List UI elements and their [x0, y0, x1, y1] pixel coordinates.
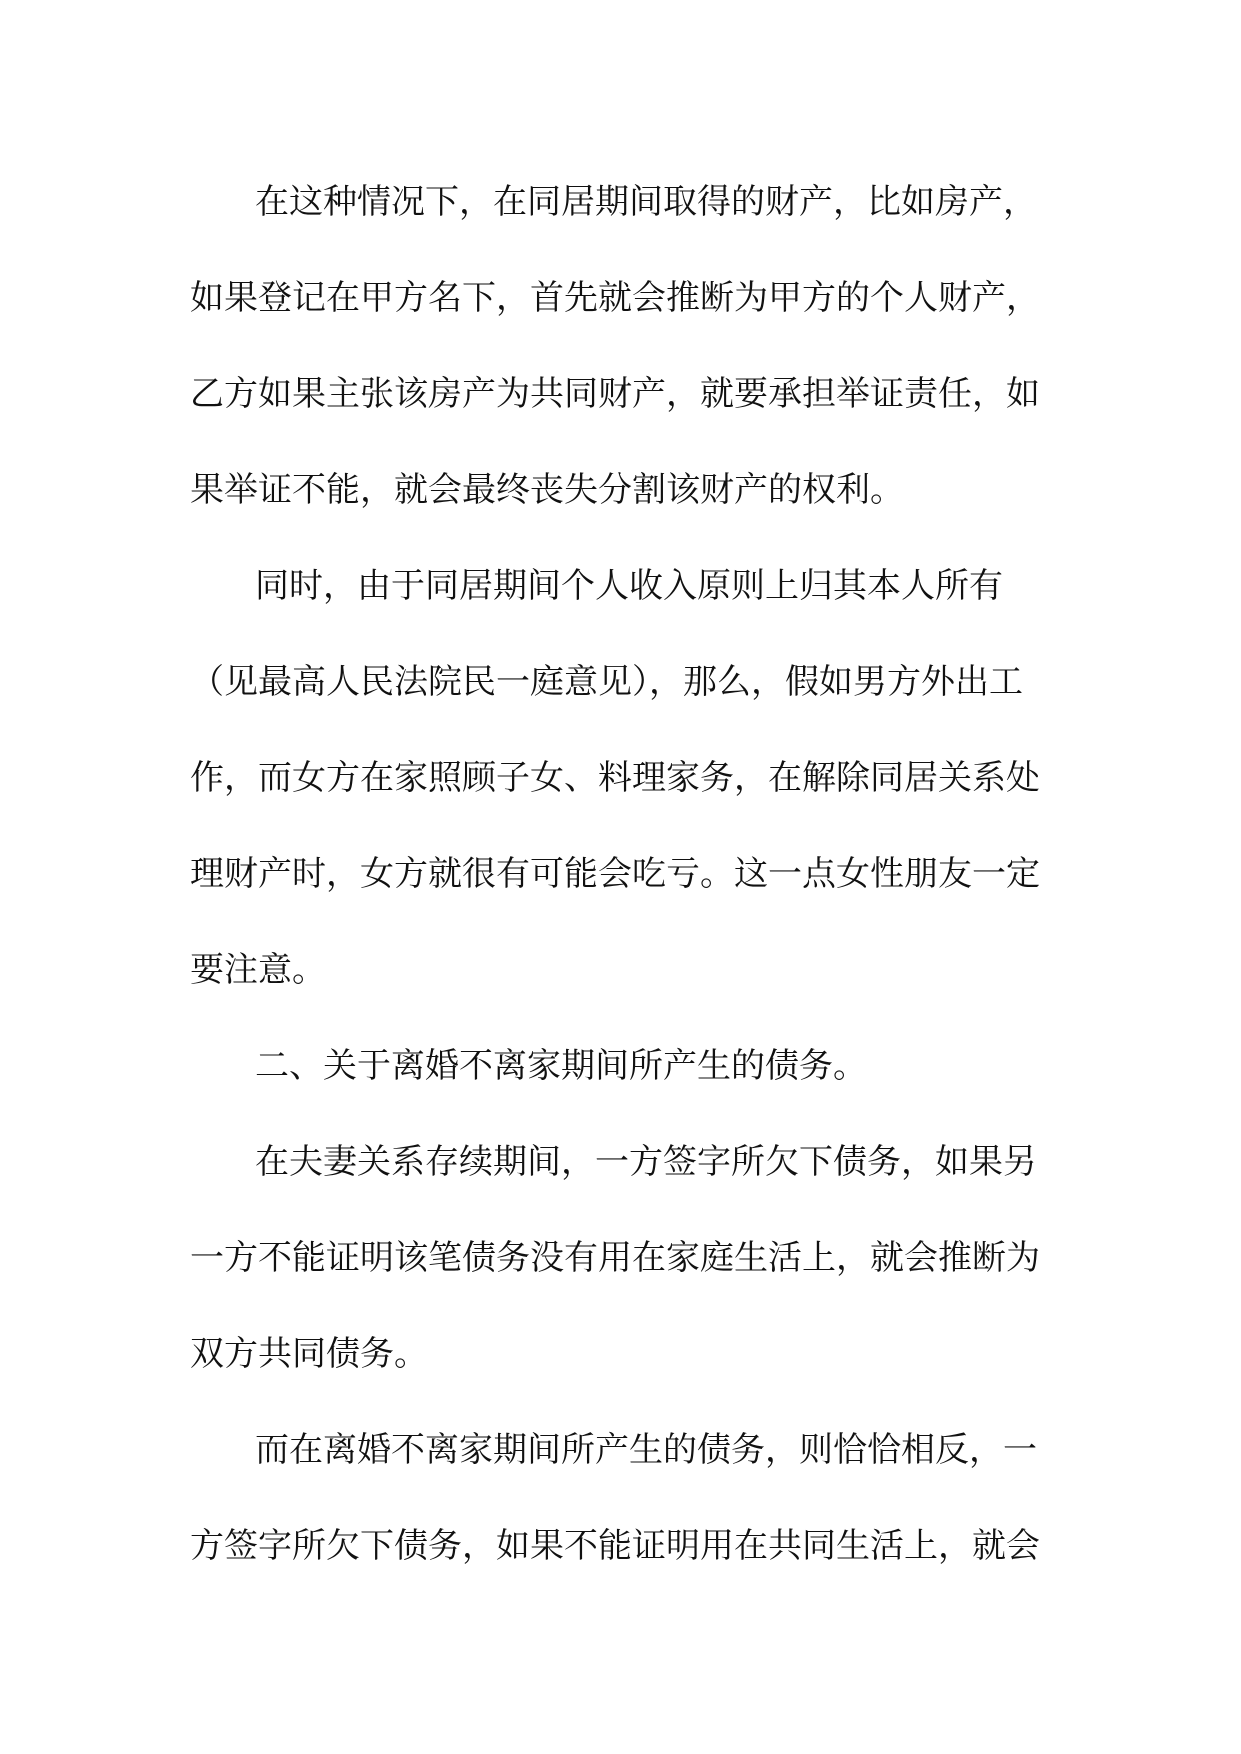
paragraph-1-line-3: 乙方如果主张该房产为共同财产，就要承担举证责任，如 — [190, 374, 1040, 414]
paragraph-1-line-1: 在这种情况下，在同居期间取得的财产，比如房产， — [255, 182, 1037, 222]
paragraph-2-line-1: 同时，由于同居期间个人收入原则上归其本人所有 — [255, 566, 1003, 606]
paragraph-2-line-3: 作，而女方在家照顾子女、料理家务，在解除同居关系处 — [190, 758, 1040, 798]
section-heading: 二、关于离婚不离家期间所产生的债务。 — [255, 1046, 867, 1086]
paragraph-2-line-4: 理财产时，女方就很有可能会吃亏。这一点女性朋友一定 — [190, 854, 1040, 894]
paragraph-1-line-2: 如果登记在甲方名下，首先就会推断为甲方的个人财产， — [190, 278, 1040, 318]
paragraph-3-line-2: 一方不能证明该笔债务没有用在家庭生活上，就会推断为 — [190, 1238, 1040, 1278]
paragraph-3-line-1: 在夫妻关系存续期间，一方签字所欠下债务，如果另 — [255, 1142, 1037, 1182]
paragraph-4-line-2: 方签字所欠下债务，如果不能证明用在共同生活上，就会 — [190, 1526, 1040, 1566]
paragraph-1-line-4: 果举证不能，就会最终丧失分割该财产的权利。 — [190, 470, 904, 510]
paragraph-2-line-5: 要注意。 — [190, 950, 326, 990]
paragraph-2-line-2: （见最高人民法院民一庭意见），那么，假如男方外出工 — [190, 662, 1023, 702]
paragraph-4-line-1: 而在离婚不离家期间所产生的债务，则恰恰相反，一 — [255, 1430, 1037, 1470]
paragraph-3-line-3: 双方共同债务。 — [190, 1334, 428, 1374]
